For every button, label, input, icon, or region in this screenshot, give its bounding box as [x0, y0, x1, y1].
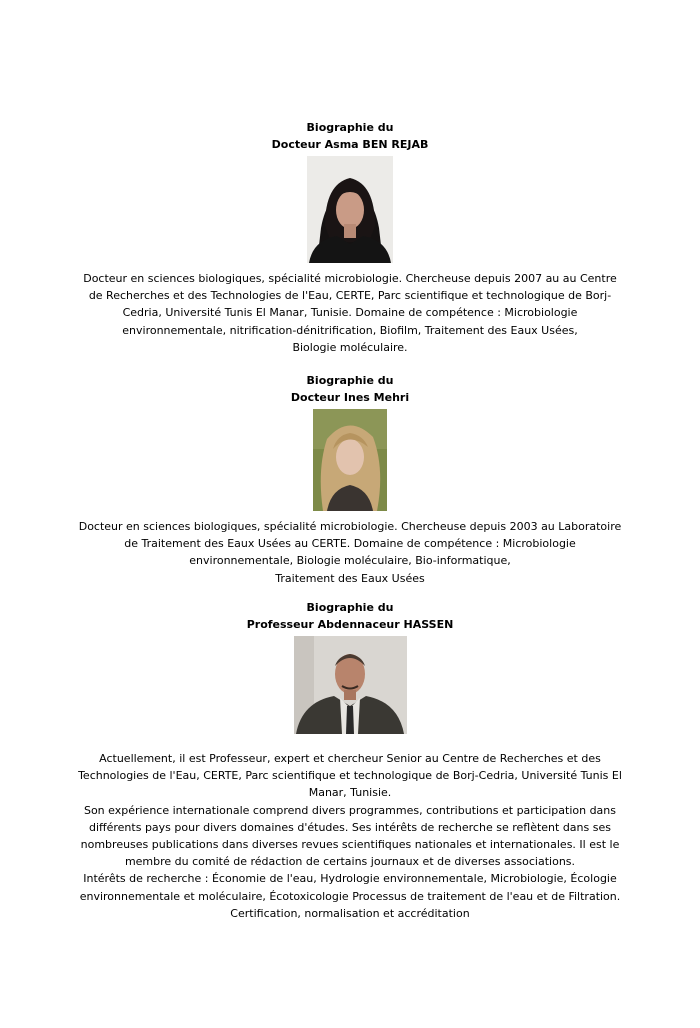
bio-heading-name: Professeur Abdennaceur HASSEN — [246, 618, 454, 631]
biography-section-2 — [0, 372, 700, 587]
portrait-photo-3 — [294, 636, 407, 734]
bio-text-line: nombreuses publications dans diverses revues scientifiques nationales et internationales. Il est le — [80, 838, 620, 852]
bio-text-line: Docteur en sciences biologiques, spécialité microbiologie. Chercheuse depuis 2003 au Laboratoire — [78, 520, 622, 533]
bio-text-line: Son expérience internationale comprend divers programmes, contributions et participation dans — [83, 803, 617, 817]
bio-text-line: Manar, Tunisie. — [308, 786, 392, 800]
bio-text-line: de Recherches et des Technologies de l'Eau, CERTE, Parc scientifique et technologique de Borj- — [88, 289, 612, 303]
bio-heading-name: Docteur Asma BEN REJAB — [271, 138, 429, 151]
bio-heading-line1: Biographie du — [306, 374, 394, 387]
bio-text-line: Technologies de l'Eau, CERTE, Parc scientifique et technologique de Borj-Cedria, Université Tunis El — [78, 769, 622, 783]
bio-text-line: Biologie moléculaire. — [292, 340, 408, 354]
bio-text-line: membre du comité de rédaction de certains journaux et de diverses associations. — [124, 855, 576, 869]
bio-heading-3 — [0, 599, 700, 633]
bio-text-line: Actuellement, il est Professeur, expert et chercheur Senior au Centre de Recherches et des — [99, 752, 601, 765]
bio-text-line: Intérêts de recherche : Économie de l'eau, Hydrologie environnementale, Microbiologie, Écologie — [83, 872, 617, 886]
bio-text-line: Certification, normalisation et accréditation — [230, 906, 470, 920]
bio-text-line: environnementale, Biologie moléculaire, Bio-informatique, — [189, 554, 511, 568]
bio-text-2 — [0, 518, 700, 587]
bio-text-line: Traitement des Eaux Usées — [275, 571, 425, 585]
bio-text-line: Docteur en sciences biologiques, spécialité microbiologie. Chercheuse depuis 2007 au au Centre — [83, 272, 617, 285]
bio-heading-line1: Biographie du — [306, 121, 394, 134]
bio-text-line: Cedria, Université Tunis El Manar, Tunisie. Domaine de compétence : Microbiologie — [122, 306, 578, 320]
bio-text-3 — [0, 750, 700, 922]
bio-heading-1 — [0, 119, 700, 153]
bio-heading-line1: Biographie du — [306, 601, 394, 614]
bio-text-line: environnementale et moléculaire, Écotoxicologie Processus de traitement de l'eau et de Filtration. — [79, 889, 621, 903]
bio-heading-2 — [0, 372, 700, 406]
bio-text-line: différents pays pour divers domaines d'études. Ses intérêts de recherche se reflètent dans ses — [89, 820, 611, 834]
biography-section-1 — [0, 119, 700, 356]
portrait-photo-2 — [313, 409, 387, 511]
bio-text-line: de Traitement des Eaux Usées au CERTE. Domaine de compétence : Microbiologie — [124, 537, 576, 551]
bio-text-1 — [0, 270, 700, 356]
portrait-photo-1 — [307, 156, 393, 263]
bio-heading-name: Docteur Ines Mehri — [290, 391, 410, 404]
bio-text-line: environnementale, nitrification-dénitrification, Biofilm, Traitement des Eaux Usées, — [122, 323, 578, 337]
biography-section-3 — [0, 599, 700, 922]
